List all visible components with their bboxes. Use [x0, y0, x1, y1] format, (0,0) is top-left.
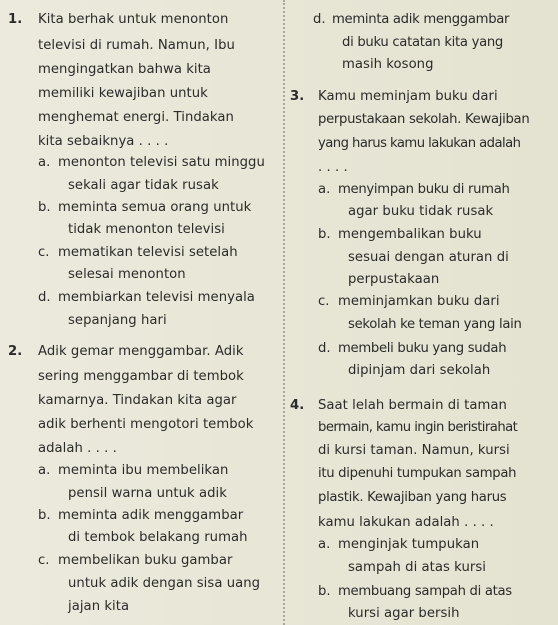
question-2-stem-line: adik berhenti mengotori tembok [38, 417, 254, 432]
question-3-option-a-text: agar buku tidak rusak [348, 204, 494, 219]
question-4-option-a-text: menginjak tumpukan [338, 537, 480, 552]
question-3-option-letter: a. [318, 182, 331, 197]
question-4-stem-line: Saat lelah bermain di taman [318, 398, 507, 413]
question-2-option-letter: b. [38, 508, 51, 523]
question-3-number: 3. [290, 89, 305, 104]
question-4-option-a-text: sampah di atas kursi [348, 560, 486, 575]
question-1-option-letter: d. [38, 290, 51, 305]
question-4-option-b-text: kursi agar bersih [348, 606, 460, 621]
question-1-option-c-text: mematikan televisi setelah [58, 245, 238, 260]
question-1-stem-line: menghemat energi. Tindakan [38, 110, 234, 125]
question-1-stem-line: Kita berhak untuk menonton [38, 12, 229, 27]
question-2-option-letter: a. [38, 463, 51, 478]
question-1-stem-line: mengingatkan bahwa kita [38, 62, 211, 77]
question-3-option-b-text: perpustakaan [348, 272, 440, 287]
question-1-stem-line: kita sebaiknya . . . . [38, 134, 169, 149]
question-1-option-a-text: sekali agar tidak rusak [68, 178, 219, 193]
question-2-option-b-text: di tembok belakang rumah [68, 530, 248, 545]
question-2-option-c-text: untuk adik dengan sisa uang [68, 576, 261, 591]
question-1-option-letter: c. [38, 245, 50, 260]
question-1-option-b-text: meminta semua orang untuk [58, 200, 252, 215]
question-3-option-letter: b. [318, 227, 331, 242]
question-3-option-letter: d. [318, 341, 331, 356]
question-1-option-a-text: menonton televisi satu minggu [58, 155, 265, 170]
question-3-stem-line: Kamu meminjam buku dari [318, 89, 498, 104]
question-1-option-d2-text: meminta adik menggambar [332, 12, 510, 27]
question-2-stem-line: Adik gemar menggambar. Adik [38, 344, 244, 359]
question-3-option-b-text: mengembalikan buku [338, 227, 482, 242]
question-1-stem-line: televisi di rumah. Namun, Ibu [38, 38, 235, 53]
question-2-stem-line: kamarnya. Tindakan kita agar [38, 393, 237, 408]
question-2-option-c-text: jajan kita [68, 599, 130, 614]
question-3-option-d-text: membeli buku yang sudah [338, 341, 507, 356]
question-1-option-letter: a. [38, 155, 51, 170]
question-3-option-b-text: sesuai dengan aturan di [348, 250, 509, 265]
question-1-option-d-text: membiarkan televisi menyala [58, 290, 255, 305]
question-1-option-letter: b. [38, 200, 51, 215]
question-1-stem-line: memiliki kewajiban untuk [38, 86, 208, 101]
question-3-option-d-text: dipinjam dari sekolah [348, 363, 491, 378]
question-4-option-letter: a. [318, 537, 331, 552]
question-4-stem-line: di kursi taman. Namun, kursi [318, 443, 510, 458]
question-4-option-b-text: membuang sampah di atas [338, 584, 512, 599]
question-2-option-a-text: pensil warna untuk adik [68, 486, 227, 501]
question-3-option-c-text: meminjamkan buku dari [338, 294, 500, 309]
question-2-stem-line: sering menggambar di tembok [38, 369, 244, 384]
question-4-number: 4. [290, 398, 305, 413]
question-4-option-letter: b. [318, 584, 331, 599]
question-4-stem-line: plastik. Kewajiban yang harus [318, 490, 507, 505]
question-4-stem-line: kamu lakukan adalah . . . . [318, 515, 494, 530]
question-1-option-d-text: sepanjang hari [68, 313, 167, 328]
question-1-option-c-text: selesai menonton [68, 267, 186, 282]
question-3-option-a-text: menyimpan buku di rumah [338, 182, 510, 197]
question-3-option-letter: c. [318, 294, 330, 309]
question-1-option-d2-text: masih kosong [342, 57, 434, 72]
question-1-option-b-text: tidak menonton televisi [68, 222, 225, 237]
question-4-stem-line: bermain, kamu ingin beristirahat [318, 420, 518, 435]
question-3-option-c-text: sekolah ke teman yang lain [348, 317, 522, 332]
question-2-number: 2. [8, 344, 23, 359]
question-3-stem-line: yang harus kamu lakukan adalah [318, 136, 521, 151]
question-1-number: 1. [8, 12, 23, 27]
question-2-option-c-text: membelikan buku gambar [58, 553, 233, 568]
question-3-stem-line: . . . . [318, 160, 348, 175]
question-3-stem-line: perpustakaan sekolah. Kewajiban [318, 112, 530, 127]
question-4-stem-line: itu dipenuhi tumpukan sampah [318, 466, 517, 481]
question-2-option-b-text: meminta adik menggambar [58, 508, 244, 523]
question-2-option-a-text: meminta ibu membelikan [58, 463, 229, 478]
question-2-stem-line: adalah . . . . [38, 441, 117, 456]
question-1-option-letter: d. [313, 12, 326, 27]
column-divider [283, 0, 285, 625]
question-1-option-d2-text: di buku catatan kita yang [342, 35, 503, 50]
question-2-option-letter: c. [38, 553, 50, 568]
